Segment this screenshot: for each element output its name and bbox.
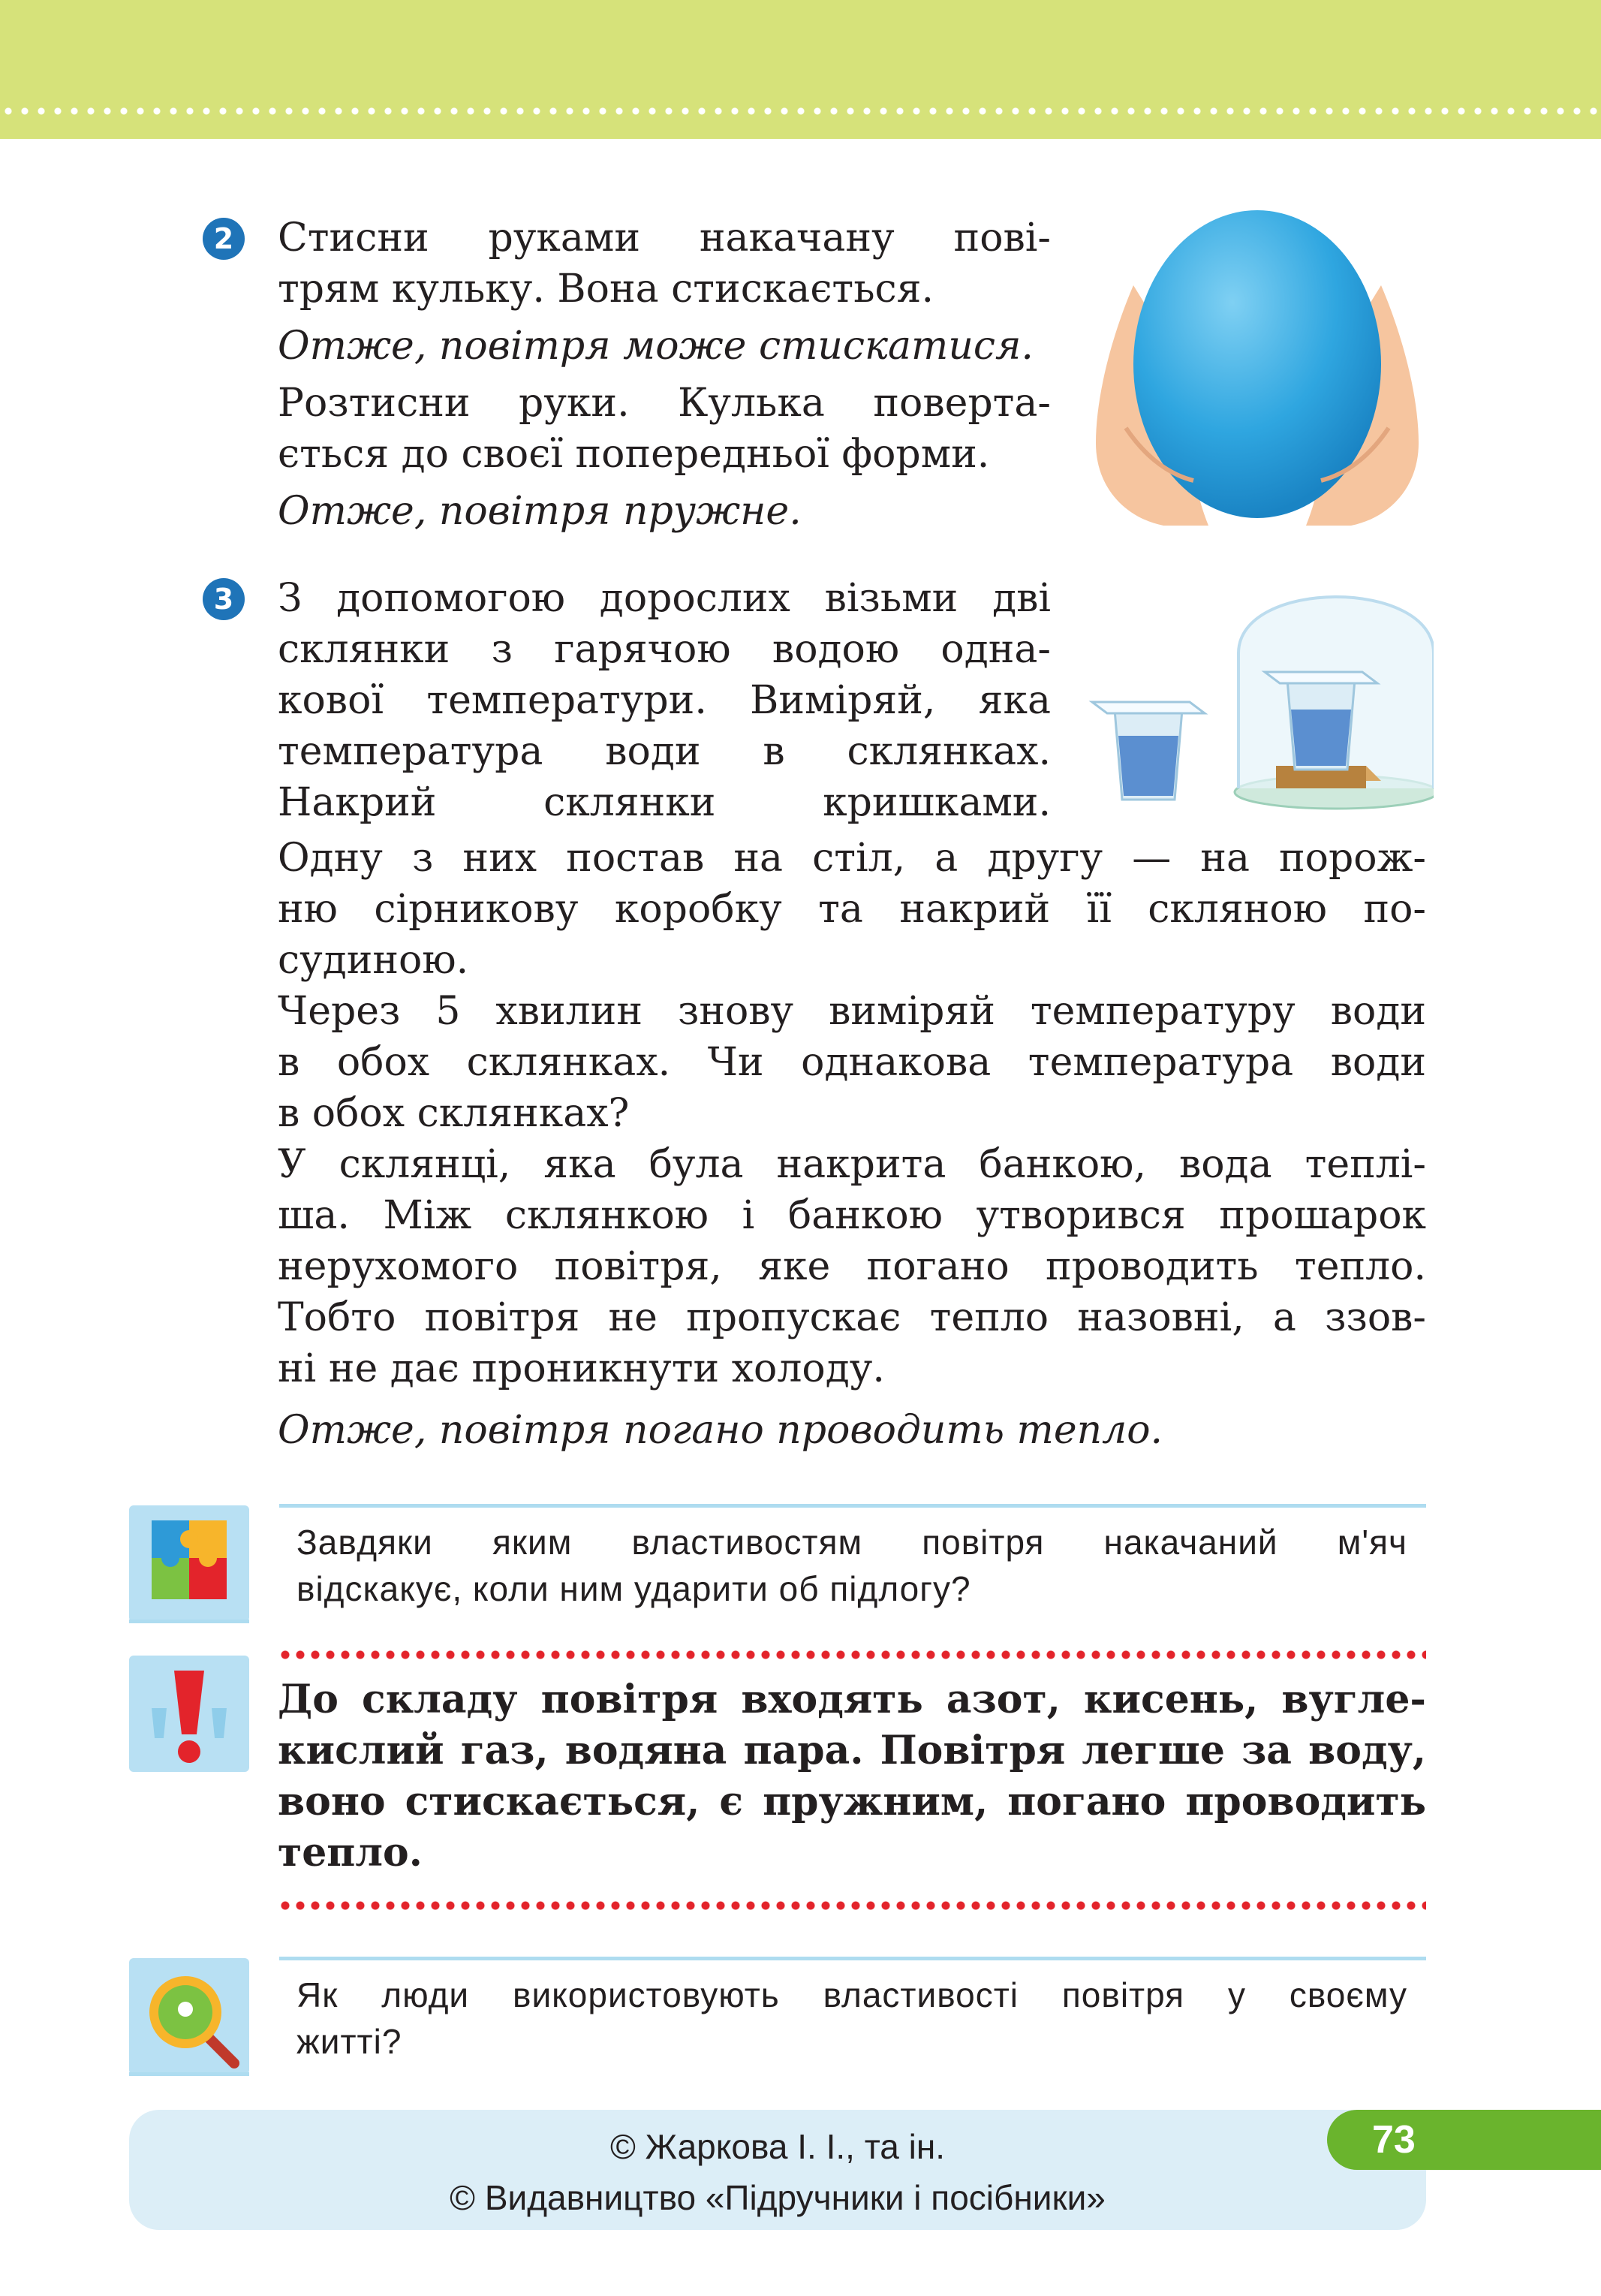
question1-text xyxy=(296,1519,1407,1612)
question2-bottom-rule xyxy=(129,2072,249,2076)
section3-line: кової температури. Виміряй, яка xyxy=(278,678,1051,723)
exclamation-icon xyxy=(129,1656,249,1772)
section3-line: Накрий склянки кришками. xyxy=(278,780,1051,825)
important-text xyxy=(278,1674,1426,1879)
section3-line: Тобто повітря не пропускає тепло назовні, а ззов- xyxy=(278,1295,1426,1340)
section3-narrow-text xyxy=(278,573,1051,828)
question2-line: Як люди використовують властивості повітря у своєму xyxy=(296,1975,1407,2014)
section3-line: ню сірникову коробку та накрий її скляною по- xyxy=(278,887,1426,932)
section2-line: трям кульку. Вона стискається. xyxy=(278,267,934,312)
question2-line: житті? xyxy=(296,2022,402,2061)
important-line: тепло. xyxy=(278,1830,423,1876)
important-line: кислий газ, водяна пара. Повітря легше за воду, xyxy=(278,1728,1426,1773)
section3-line: ша. Між склянкою і банкою утворився прошарок xyxy=(278,1193,1426,1238)
section3-wide-text xyxy=(278,833,1426,1456)
question1-bottom-rule xyxy=(129,1620,249,1623)
important-line: До складу повітря входять азот, кисень, вугле- xyxy=(278,1677,1426,1722)
section2-conclusion: Отже, повітря може стискатися. xyxy=(278,324,1034,369)
important-top-dots xyxy=(278,1650,1426,1659)
section3-line: ні не дає проникнути холоду. xyxy=(278,1346,885,1391)
section2-text xyxy=(278,212,1051,537)
header-band xyxy=(0,0,1601,139)
step-number-3: 3 xyxy=(203,578,245,620)
question2-text xyxy=(296,1972,1407,2065)
important-bottom-dots xyxy=(278,1901,1426,1910)
section3-line: Через 5 хвилин знову виміряй температуру води xyxy=(278,989,1426,1034)
question1-line: Завдяки яким властивостям повітря накачаний м'яч xyxy=(296,1523,1407,1562)
section3-line: У склянці, яка була накрита банкою, вода теплі- xyxy=(278,1142,1426,1187)
section2-line: Стисни руками накачану пові- xyxy=(278,215,1051,261)
section3-line: в обох склянках? xyxy=(278,1091,630,1136)
section3-line: в обох склянках. Чи однакова температура води xyxy=(278,1040,1426,1085)
step-number-2: 2 xyxy=(203,218,245,260)
section2-conclusion: Отже, повітря пружне. xyxy=(278,489,802,534)
section3-line: судиною. xyxy=(278,938,469,983)
question1-line: відскакує, коли ним ударити об підлогу? xyxy=(296,1569,971,1608)
puzzle-icon xyxy=(129,1505,249,1622)
section2-line: Розтисни руки. Кулька поверта- xyxy=(278,381,1051,426)
copyright-line-1: © Жаркова І. І., та ін. xyxy=(609,2127,946,2166)
copyright-line-2: © Видавництво «Підручники і посібники» xyxy=(450,2178,1106,2217)
section3-line: Одну з них постав на стіл, а другу — на порож- xyxy=(278,836,1426,881)
important-line: воно стискається, є пружним, погано проводить xyxy=(278,1779,1426,1824)
magnifier-icon xyxy=(129,1958,249,2075)
section3-line: склянки з гарячою водою однa- xyxy=(278,627,1051,672)
section3-conclusion: Отже, повітря погано проводить тепло. xyxy=(278,1408,1163,1453)
glasses-jar-illustration xyxy=(1088,548,1434,818)
section2-line: ється до своєї попередньої форми. xyxy=(278,432,990,477)
section3-line: нерухомого повітря, яке погано проводить тепло. xyxy=(278,1244,1426,1289)
balloon-hands-illustration xyxy=(1081,203,1434,533)
question1-top-rule xyxy=(279,1504,1426,1508)
section3-line: З допомогою дорослих візьми дві xyxy=(278,576,1051,621)
section3-line: температура води в склянках. xyxy=(278,729,1051,774)
header-dotted-line xyxy=(0,107,1601,115)
question2-top-rule xyxy=(279,1957,1426,1960)
page-number: 73 xyxy=(1327,2110,1601,2170)
